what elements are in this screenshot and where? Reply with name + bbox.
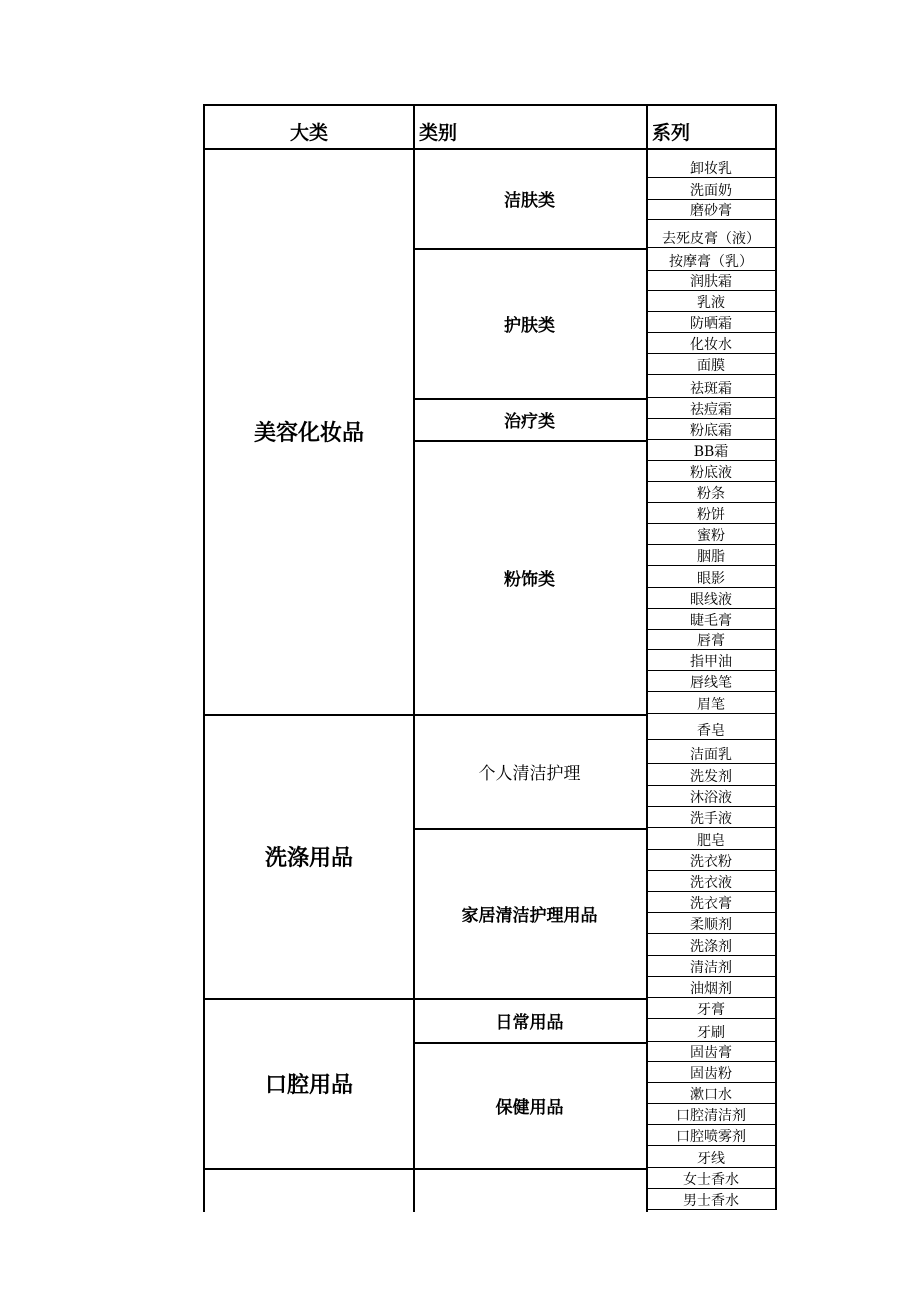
series-item: 卸妆乳 — [646, 148, 777, 178]
series-item: 乳液 — [646, 291, 777, 312]
major-category-oral: 口腔用品 — [203, 998, 415, 1170]
series-item: 粉饼 — [646, 503, 777, 524]
category-cleansing: 洁肤类 — [413, 148, 648, 250]
series-item: 眉笔 — [646, 692, 777, 714]
category-home-care: 家居清洁护理用品 — [413, 828, 648, 1000]
series-item: 睫毛膏 — [646, 609, 777, 630]
series-item: 粉底霜 — [646, 419, 777, 440]
series-item: 祛痘霜 — [646, 398, 777, 419]
major-category-beauty: 美容化妆品 — [203, 148, 415, 716]
series-item: 眼线液 — [646, 588, 777, 609]
major-category-continued — [203, 1168, 415, 1212]
series-item: 眼影 — [646, 566, 777, 588]
category-treatment: 治疗类 — [413, 398, 648, 442]
major-category-detergent: 洗涤用品 — [203, 714, 415, 1000]
series-item: 油烟剂 — [646, 977, 777, 998]
series-item: 漱口水 — [646, 1083, 777, 1104]
series-item: 唇膏 — [646, 630, 777, 650]
series-item: 去死皮膏（液） — [646, 220, 777, 248]
series-item: BB霜 — [646, 440, 777, 461]
category-personal-care: 个人清洁护理 — [413, 714, 648, 830]
header-category: 类别 — [413, 104, 648, 150]
series-item: 牙膏 — [646, 998, 777, 1019]
series-item: 防晒霜 — [646, 312, 777, 333]
series-item: 唇线笔 — [646, 671, 777, 692]
series-item: 清洁剂 — [646, 956, 777, 977]
series-item: 洗衣液 — [646, 871, 777, 892]
series-item: 固齿粉 — [646, 1062, 777, 1083]
series-item: 男士香水 — [646, 1189, 777, 1210]
series-item: 洗手液 — [646, 807, 777, 828]
series-item: 润肤霜 — [646, 271, 777, 291]
series-item: 牙线 — [646, 1146, 777, 1168]
series-item: 按摩膏（乳） — [646, 248, 777, 271]
header-series: 系列 — [646, 104, 777, 150]
category-makeup: 粉饰类 — [413, 440, 648, 716]
series-item: 粉底液 — [646, 461, 777, 482]
series-item: 指甲油 — [646, 650, 777, 671]
series-item: 洗发剂 — [646, 764, 777, 786]
series-item: 香皂 — [646, 714, 777, 740]
series-item: 洁面乳 — [646, 740, 777, 764]
series-item: 沐浴液 — [646, 786, 777, 807]
series-item: 面膜 — [646, 354, 777, 375]
header-major: 大类 — [203, 104, 415, 150]
series-item: 蜜粉 — [646, 524, 777, 545]
series-item: 洗衣膏 — [646, 892, 777, 913]
series-item: 化妆水 — [646, 333, 777, 354]
series-item: 牙刷 — [646, 1019, 777, 1042]
category-table — [203, 104, 777, 1212]
series-item: 洗面奶 — [646, 178, 777, 200]
series-item: 洗衣粉 — [646, 850, 777, 871]
series-item: 女士香水 — [646, 1168, 777, 1189]
series-item: 洗涤剂 — [646, 934, 777, 956]
category-health: 保健用品 — [413, 1042, 648, 1170]
category-skincare: 护肤类 — [413, 248, 648, 400]
series-item: 口腔喷雾剂 — [646, 1125, 777, 1146]
series-item: 肥皂 — [646, 828, 777, 850]
series-item: 柔顺剂 — [646, 913, 777, 934]
series-item: 粉条 — [646, 482, 777, 503]
series-item: 磨砂膏 — [646, 200, 777, 220]
series-item: 胭脂 — [646, 545, 777, 566]
series-item: 固齿膏 — [646, 1042, 777, 1062]
series-item: 口腔清洁剂 — [646, 1104, 777, 1125]
category-daily-use: 日常用品 — [413, 998, 648, 1044]
category-continued — [413, 1168, 648, 1212]
series-item: 祛斑霜 — [646, 375, 777, 398]
